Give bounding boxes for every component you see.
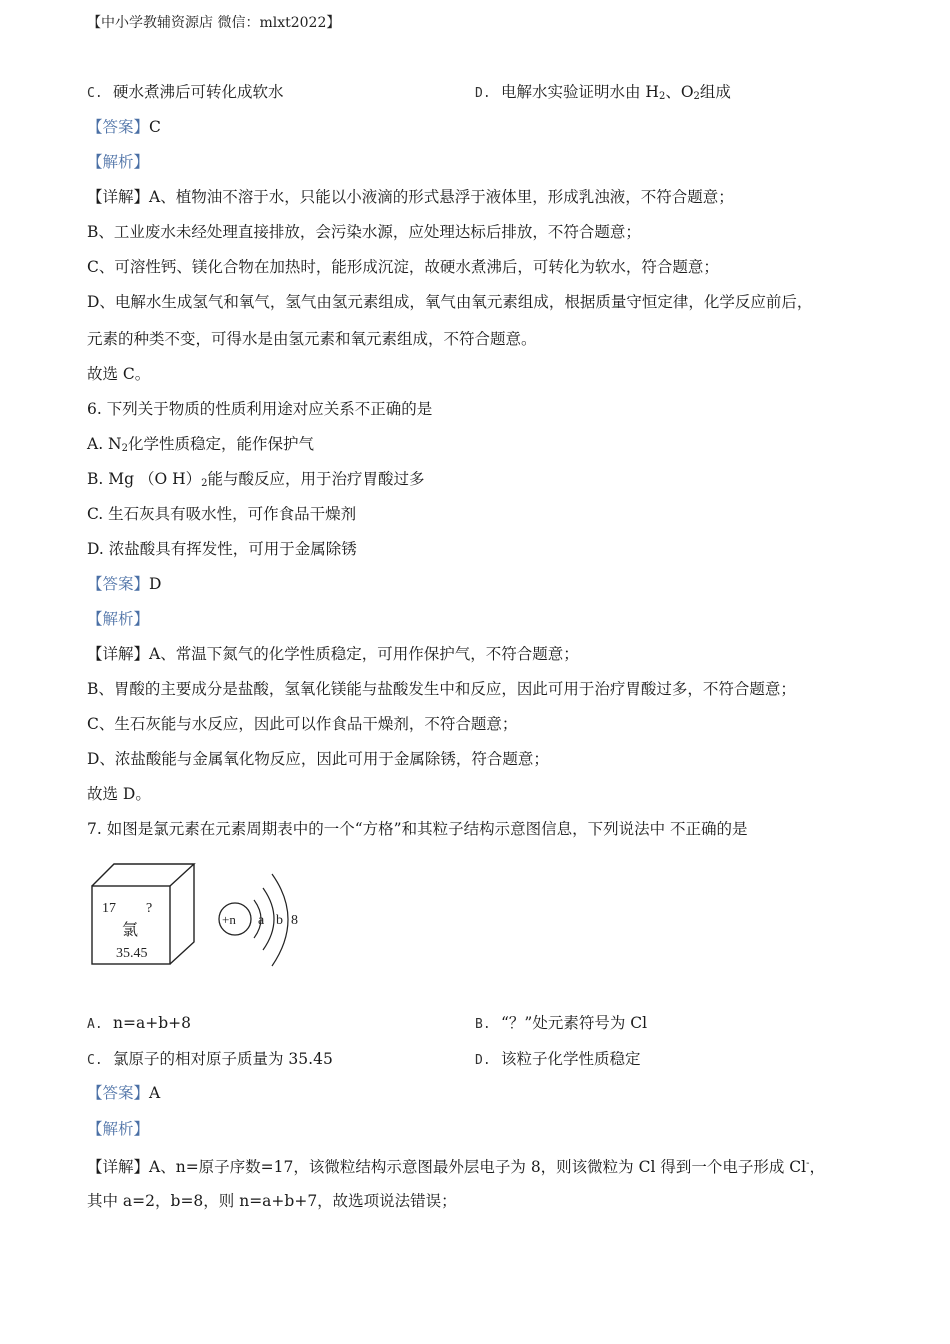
q5-analysis-label: 【解析】 — [87, 153, 150, 171]
q5-detail-d-line2: 元素的种类不变，可得水是由氢元素和氧元素组成，不符合题意。 — [87, 330, 537, 348]
q6-option-b — [87, 468, 425, 495]
q5-detail-a — [87, 186, 734, 208]
q6-analysis-label: 【解析】 — [87, 610, 150, 628]
subscript: 2 — [658, 91, 666, 102]
element-name: 氯 — [122, 920, 139, 939]
answer-value: C — [149, 118, 161, 136]
page-header: 【中小学教辅资源店 微信：mlxt2022】 — [87, 15, 341, 31]
q6-option-a — [87, 433, 314, 460]
atomic-number: 17 — [102, 901, 116, 916]
subscript: 2 — [121, 443, 128, 454]
q6-detail-a — [87, 643, 579, 665]
q6-detail-d: D、浓盐酸能与金属氧化物反应，因此可用于金属除锈，符合题意； — [87, 750, 549, 768]
detail-text: A、n=原子序数=17，该微粒结构示意图最外层电子为 8，则该微粒为 Cl 得到一个电子形成 Cl — [149, 1158, 807, 1176]
subscript: 2 — [201, 478, 208, 489]
q7-option-b — [475, 1012, 647, 1036]
answer-value: D — [149, 575, 162, 593]
q5-detail-d-line1: D、电解水生成氢气和氧气，氢气由氢元素组成，氧气由氧元素组成，根据质量守恒定律，化学反应前后， — [87, 293, 813, 311]
option-text: 该粒子化学性质稳定 — [501, 1050, 641, 1068]
option-text: 能与酸反应，用于治疗胃酸过多 — [207, 470, 425, 488]
superscript: - — [806, 1158, 810, 1169]
q6-option-d: D. 浓盐酸具有挥发性，可用于金属除锈 — [87, 540, 357, 558]
detail-label: 【详解】 — [87, 645, 150, 663]
detail-text: ， — [809, 1158, 826, 1176]
option-text: n=a+b+8 — [113, 1014, 191, 1032]
shell-b-label: b — [276, 913, 283, 928]
option-text: A. N — [87, 435, 122, 453]
answer-value: A — [149, 1084, 161, 1102]
q5-detail-b: B、工业废水未经处理直接排放，会污染水源，应处理达标后排放，不符合题意； — [87, 223, 641, 241]
q5-detail-c: C、可溶性钙、镁化合物在加热时，能形成沉淀，故硬水煮沸后，可转化为软水，符合题意； — [87, 258, 719, 276]
element-symbol-unknown: ? — [146, 901, 153, 916]
option-letter: D. — [475, 86, 491, 101]
q6-detail-c: C、生石灰能与水反应，因此可以作食品干燥剂，不符合题意； — [87, 715, 518, 733]
q6-stem: 6. 下列关于物质的性质利用途对应关系不正确的是 — [87, 400, 433, 418]
detail-text: A、常温下氮气的化学性质稳定，可用作保护气，不符合题意； — [149, 645, 579, 663]
option-letter: C. — [87, 1053, 103, 1068]
detail-text: A、植物油不溶于水，只能以小液滴的形式悬浮于液体里，形成乳浊液，不符合题意； — [149, 188, 734, 206]
subscript: 2 — [693, 91, 700, 102]
q6-option-c: C. 生石灰具有吸水性，可作食品干燥剂 — [87, 505, 357, 523]
q5-option-c — [87, 81, 284, 105]
detail-label: 【详解】 — [87, 1158, 150, 1176]
option-text: 氯原子的相对原子质量为 35.45 — [113, 1050, 333, 1068]
option-text: 组成 — [699, 83, 731, 101]
option-text: 、O — [665, 83, 694, 101]
option-text: B. Mg （O H） — [87, 470, 202, 488]
shell-c-label: 8 — [291, 913, 298, 928]
option-letter: D. — [475, 1053, 491, 1068]
q7-figure — [86, 858, 316, 978]
cube-top — [92, 864, 194, 886]
option-text: 硬水煮沸后可转化成软水 — [113, 83, 284, 101]
q6-detail-b: B、胃酸的主要成分是盐酸，氢氧化镁能与盐酸发生中和反应，因此可用于治疗胃酸过多，不符合题意； — [87, 680, 796, 698]
shell-a-label: a — [258, 913, 265, 928]
option-letter: C. — [87, 86, 103, 101]
option-text: 化学性质稳定，能作保护气 — [128, 435, 315, 453]
detail-label: 【详解】 — [87, 188, 150, 206]
q5-conclusion: 故选 C。 — [87, 365, 151, 383]
q7-answer — [87, 1082, 160, 1104]
cube-side — [170, 864, 194, 964]
answer-label: 【答案】 — [87, 575, 150, 593]
q7-detail-a-line2: 其中 a=2，b=8，则 n=a+b+7，故选项说法错误； — [87, 1192, 457, 1210]
option-letter: B. — [475, 1017, 491, 1032]
q6-answer — [87, 573, 161, 595]
nucleus-charge: +n — [222, 912, 236, 927]
answer-label: 【答案】 — [87, 1084, 150, 1102]
q7-analysis-label: 【解析】 — [87, 1120, 150, 1138]
q7-option-c — [87, 1048, 333, 1072]
q6-conclusion: 故选 D。 — [87, 785, 151, 803]
atomic-mass: 35.45 — [116, 946, 148, 961]
q7-detail-a-line1 — [87, 1153, 825, 1178]
option-text: 电解水实验证明水由 H — [501, 83, 659, 101]
q7-stem: 7. 如图是氯元素在元素周期表中的一个“方格”和其粒子结构示意图信息，下列说法中 不正确的是 — [87, 820, 748, 838]
q5-answer — [87, 116, 161, 138]
q5-option-d — [475, 81, 731, 108]
option-text: “？”处元素符号为 Cl — [501, 1014, 648, 1032]
option-letter: A. — [87, 1017, 103, 1032]
q7-option-a — [87, 1012, 191, 1036]
electron-shell-2 — [263, 888, 274, 950]
answer-label: 【答案】 — [87, 118, 150, 136]
q7-option-d — [475, 1048, 641, 1072]
